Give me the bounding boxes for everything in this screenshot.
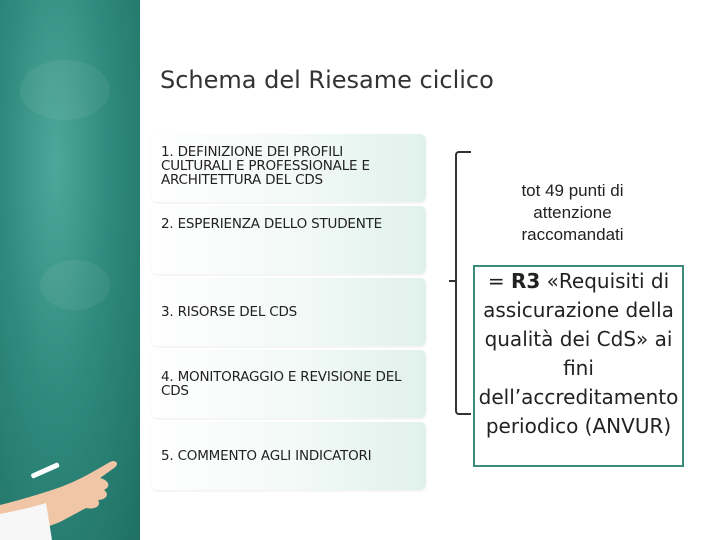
page-title: Schema del Riesame ciclico — [160, 66, 494, 94]
riesame-list — [151, 134, 426, 494]
box-prefix: = — [487, 269, 511, 293]
box-text: «Requisiti di assicurazione della qualità dei CdS» ai fini dell’accreditamento periodico (ANVUR) — [478, 269, 679, 438]
list-item: 1. DEFINIZIONE DEI PROFILI CULTURALI E PROFESSIONALE E ARCHITETTURA DEL CDS — [151, 134, 426, 202]
chalk-smudge — [40, 260, 110, 310]
grouping-bracket — [455, 151, 471, 415]
list-item: 4. MONITORAGGIO E REVISIONE DEL CDS — [151, 350, 426, 418]
list-item: 3. RISORSE DEL CDS — [151, 278, 426, 346]
list-item: 5. COMMENTO AGLI INDICATORI — [151, 422, 426, 490]
hand-with-chalk-icon — [0, 410, 140, 540]
chalkboard-panel — [0, 0, 140, 540]
list-item: 2. ESPERIENZA DELLO STUDENTE — [151, 206, 426, 274]
bracket-tick — [449, 280, 457, 282]
attention-points-note: tot 49 punti di attenzione raccomandati — [521, 181, 624, 244]
chalk-smudge — [20, 60, 110, 120]
r3-requirement-box — [473, 265, 684, 467]
box-code: R3 — [510, 269, 541, 293]
